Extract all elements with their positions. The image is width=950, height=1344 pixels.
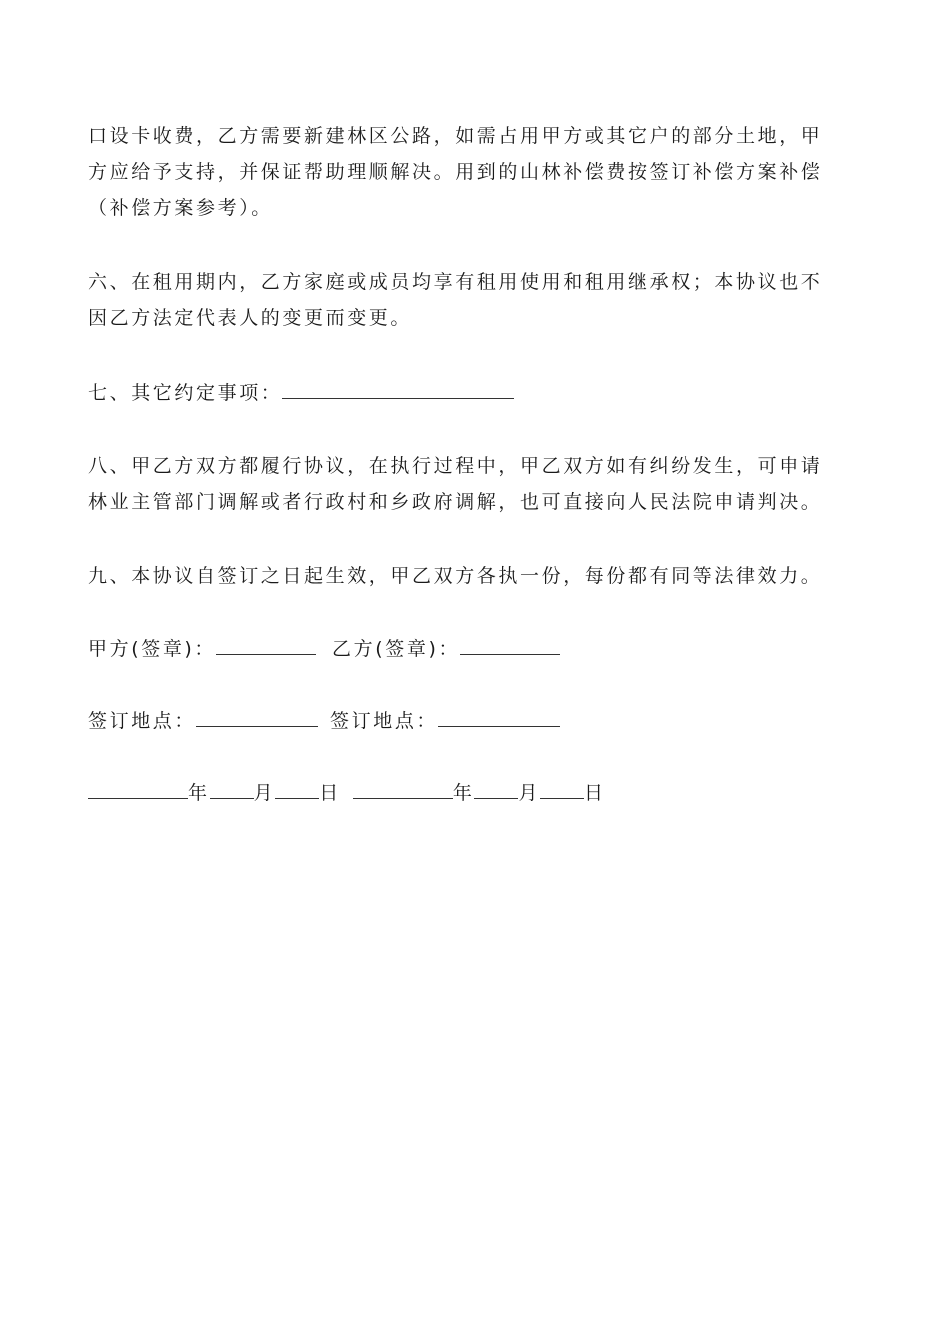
party-a-year-label: 年 xyxy=(188,782,210,804)
clause-5-line-3: （补偿方案参考）。 xyxy=(88,197,273,219)
party-b-place-blank xyxy=(438,708,560,727)
signing-place-row xyxy=(88,708,560,733)
party-b-year-blank xyxy=(353,780,453,799)
party-b-signature-label: 乙方(签章)： xyxy=(332,638,461,660)
signature-row xyxy=(88,636,560,661)
clause-7 xyxy=(88,380,514,405)
clause-6-line-2: 因乙方法定代表人的变更而变更。 xyxy=(88,307,413,329)
clause-9-line-1: 九、本协议自签订之日起生效，甲乙双方各执一份，每份都有同等法律效力。 xyxy=(88,565,823,587)
party-b-year-label: 年 xyxy=(452,782,475,804)
party-b-day-blank xyxy=(540,780,584,799)
clause-5-line-2: 方应给予支持，并保证帮助理顺解决。用到的山林补偿费按签订补偿方案补偿 xyxy=(88,161,823,183)
party-a-day-blank xyxy=(275,780,319,799)
party-a-year-blank xyxy=(88,780,188,799)
party-a-month-blank xyxy=(210,780,254,799)
party-a-place-blank xyxy=(196,708,318,727)
clause-6-line-1: 六、在租用期内，乙方家庭或成员均享有租用使用和租用继承权；本协议也不 xyxy=(88,271,823,293)
clause-8-line-2: 林业主管部门调解或者行政村和乡政府调解，也可直接向人民法院申请判决。 xyxy=(88,491,823,513)
party-b-place-label: 签订地点： xyxy=(330,710,439,732)
party-a-signature-label: 甲方(签章)： xyxy=(88,638,217,660)
party-b-day-label: 日 xyxy=(584,782,606,804)
clause-5-line-1: 口设卡收费，乙方需要新建林区公路，如需占用甲方或其它户的部分土地，甲 xyxy=(88,125,823,147)
party-a-day-label: 日 xyxy=(319,782,341,804)
clause-8-line-1: 八、甲乙方双方都履行协议，在执行过程中，甲乙双方如有纠纷发生，可申请 xyxy=(88,455,823,477)
party-b-signature-blank xyxy=(460,636,560,655)
party-a-signature-blank xyxy=(216,636,316,655)
party-b-month-label: 月 xyxy=(518,782,541,804)
date-row xyxy=(88,780,606,805)
party-a-place-label: 签订地点： xyxy=(88,710,197,732)
party-a-month-label: 月 xyxy=(253,782,276,804)
other-terms-blank xyxy=(282,380,514,399)
party-b-month-blank xyxy=(474,780,518,799)
clause-7-label: 七、其它约定事项： xyxy=(88,382,283,404)
